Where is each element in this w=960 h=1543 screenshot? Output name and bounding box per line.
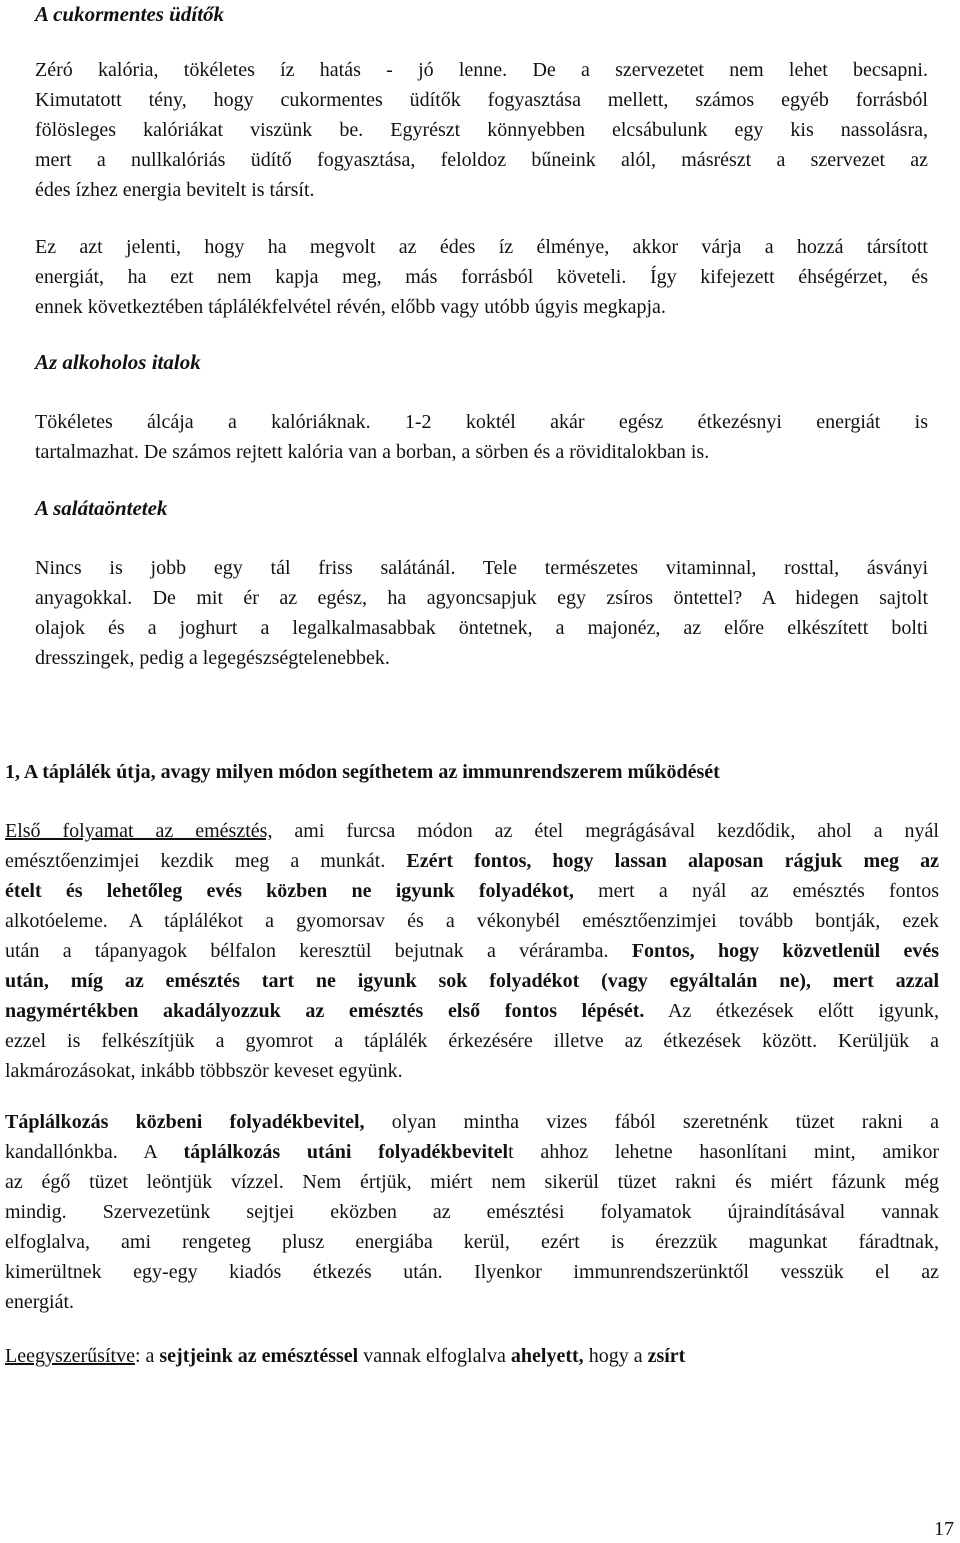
text-line: Nincs is jobb egy tál friss salátánál. Tele természetes vitaminnal, rosttal, ásványi (35, 557, 928, 579)
text-run: ami furcsa módon az étel megrágásával kezdődik, ahol a nyál (272, 820, 939, 842)
text-run: Az étkezések előtt igyunk, (644, 1000, 940, 1022)
text-line: 1, A táplálék útja, avagy milyen módon segíthetem az immunrendszerem működését (5, 761, 720, 783)
heading-cukormentes: A cukormentes üdítők (35, 2, 225, 26)
text-line (5, 936, 939, 966)
paragraph-leegyszerusitve (5, 1341, 939, 1371)
text-run: hogy a (583, 1345, 648, 1367)
text-run: olyan mintha vizes fából szeretnénk tüzet rakni a (364, 1111, 940, 1133)
underlined-text: Leegyszerűsítve (5, 1345, 135, 1367)
text-line: édes ízhez energia bevitelt is társít. (35, 179, 315, 201)
bold-text: Fontos, hogy közvetlenül evés (631, 940, 939, 962)
bold-text: táplálkozás utáni folyadékbevitel (183, 1141, 509, 1163)
text-line: alkotóeleme. A táplálékot a gyomorsav és a vékonybél emésztőenzimjei tovább bontják, ezek (5, 910, 939, 932)
bold-text: Ezért fontos, hogy lassan alaposan rágjuk meg az (406, 850, 939, 872)
bold-text: ételt és lehetőleg evés közben ne igyunk folyadékot, (5, 880, 574, 902)
paragraph-alkoholos (35, 407, 928, 467)
text-run: emésztőenzimjei kezdik meg a munkát. (5, 850, 407, 872)
text-line: ennek következtében táplálékfelvétel révén, előbb vagy utóbb úgyis megkapja. (35, 296, 666, 318)
text-line: ezzel is felkészítjük a gyomrot a táplálék érkezésére illetve az étkezések között. Kerüljük a (5, 1030, 939, 1052)
text-line (5, 996, 939, 1026)
text-line: fölösleges kalóriákat viszünk be. Egyrészt könnyebben elcsábulunk egy kis nassolásra, (35, 119, 928, 141)
text-line (5, 816, 939, 846)
paragraph-emesztes (5, 816, 939, 1086)
bold-text: nagymértékben akadályozzuk az emésztés első fontos lépését. (5, 1000, 645, 1022)
text-line (5, 876, 939, 906)
text-line: mindig. Szervezetünk sejtjei eközben az emésztési folyamatok újraindításával vannak (5, 1201, 939, 1223)
text-line: lakmározásokat, inkább többször keveset együnk. (5, 1060, 403, 1082)
text-line: tartalmazhat. De számos rejtett kalória van a borban, a sörben és a röviditalokban is. (35, 441, 710, 463)
text-line: kimerültnek egy-egy kiadós étkezés után. Ilyenkor immunrendszerünktől vesszük el az (5, 1261, 939, 1283)
text-line: energiát. (5, 1291, 75, 1313)
text-line (5, 1341, 939, 1371)
text-run: : a (134, 1345, 160, 1367)
bold-text: Táplálkozás közbeni folyadékbevitel, (5, 1111, 365, 1133)
text-line: dresszingek, pedig a legegészségtelenebbek. (35, 647, 390, 669)
text-line: olajok és a joghurt a legalkalmasabbak öntetnek, a majonéz, az előre elkészített bolti (35, 617, 928, 639)
paragraph-cukormentes-2 (35, 232, 928, 322)
text-line: Ez azt jelenti, hogy ha megvolt az édes íz élménye, akkor várja a hozzá társított (35, 236, 928, 258)
section-title-taplalek-utja (5, 757, 945, 787)
paragraph-cukormentes-1 (35, 55, 928, 205)
bold-text: után, míg az emésztés tart ne igyunk sok folyadékot (vagy egyáltalán ne), mert azzal (5, 970, 939, 992)
bold-text: zsírt (647, 1345, 686, 1367)
text-line: Tökéletes álcája a kalóriáknak. 1-2 koktél akár egész étkezésnyi energiát is (35, 411, 928, 433)
paragraph-salataontetek (35, 553, 928, 673)
text-run: t ahhoz lehetne hasonlítani mint, amikor (508, 1141, 940, 1163)
text-run: kandallónkba. A (5, 1141, 184, 1163)
text-line: anyagokkal. De mit ér az egész, ha agyoncsapjuk egy zsíros öntettel? A hidegen sajtolt (35, 587, 928, 609)
paragraph-folyadekbevitel (5, 1107, 939, 1317)
heading-salataontetek: A salátaöntetek (35, 496, 168, 520)
text-line: energiát, ha ezt nem kapja meg, más forrásból követeli. Így kifejezett éhségérzet, és (35, 266, 928, 288)
text-run: mert a nyál az emésztés fontos (573, 880, 940, 902)
page-number: 17 (934, 1518, 954, 1540)
text-line: Zéró kalória, tökéletes íz hatás - jó lenne. De a szervezetet nem lehet becsapni. (35, 59, 928, 81)
text-run: vannak elfoglalva (358, 1345, 511, 1367)
text-line (5, 846, 939, 876)
bold-text: sejtjeink az emésztéssel (159, 1345, 359, 1367)
text-line: Kimutatott tény, hogy cukormentes üdítők fogyasztása mellett, számos egyéb forrásból (35, 89, 928, 111)
text-line (5, 1107, 939, 1137)
text-line: elfoglalva, ami rengeteg plusz energiába kerül, ezért is érezzük magunkat fáradtnak, (5, 1231, 939, 1253)
text-line: mert a nullkalóriás üdítő fogyasztása, feloldoz bűneink alól, másrészt a szervezet az (35, 149, 928, 171)
underlined-text: Első folyamat az emésztés, (5, 820, 273, 842)
text-run: után a tápanyagok bélfalon keresztül bejutnak a véráramba. (5, 940, 632, 962)
text-line (5, 1137, 939, 1167)
text-line: az égő tüzet leöntjük vízzel. Nem értjük, miért nem sikerül tüzet rakni és miért fázunk még (5, 1171, 939, 1193)
bold-text: ahelyett, (510, 1345, 584, 1367)
heading-alkoholos: Az alkoholos italok (35, 350, 201, 374)
